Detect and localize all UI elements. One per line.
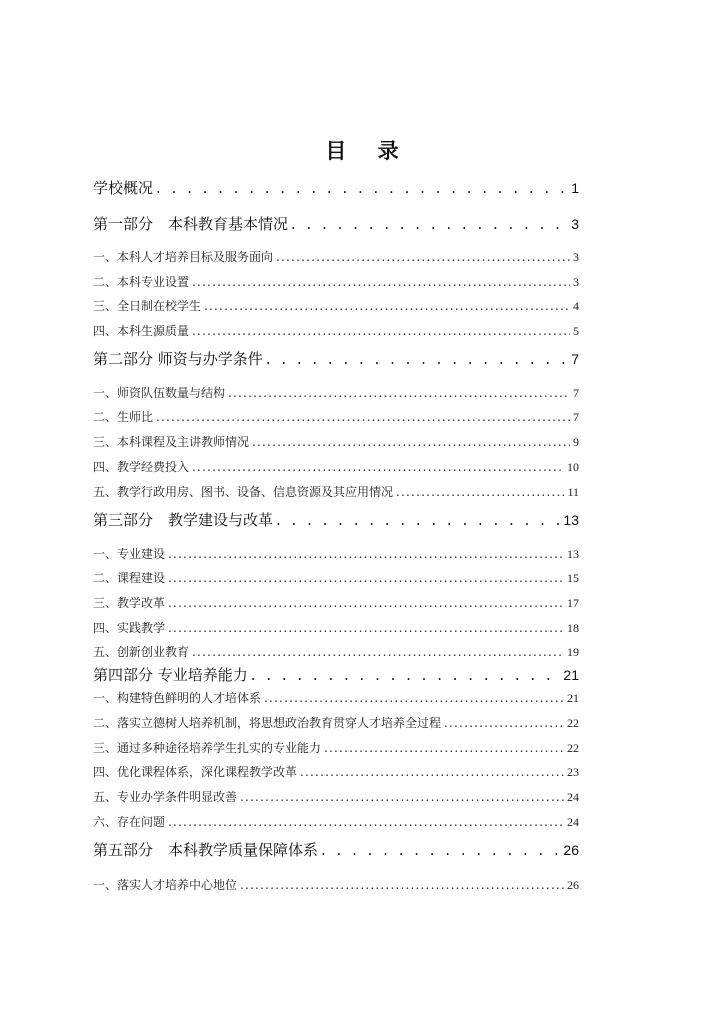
toc-page-number: 21: [567, 691, 579, 705]
toc-entry-label: 五、创新创业教育: [93, 645, 190, 659]
toc-subsection-entry: [93, 619, 579, 637]
toc-page-number: 17: [567, 596, 579, 610]
toc-section-entry: [93, 177, 579, 199]
toc-page-number: 3: [571, 216, 579, 232]
toc-dot-leader: [396, 483, 564, 501]
toc-section-entry: [93, 213, 579, 235]
toc-page-number: 4: [573, 299, 579, 313]
toc-entry-label: 三、本科课程及主讲教师情况: [93, 435, 250, 449]
toc-subsection-entry: [93, 545, 579, 563]
toc-subsection-entry: [93, 788, 579, 806]
toc-entry-label: 二、落实立德树人培养机制，将思想政治教育贯穿人才培养全过程: [93, 716, 442, 730]
toc-page-number: 11: [567, 485, 579, 499]
toc-subsection-entry: [93, 689, 579, 707]
toc-page-number: 21: [563, 667, 579, 683]
toc-subsection-entry: [93, 763, 579, 781]
toc-subsection-entry: [93, 569, 579, 587]
toc-entry-label: 四、本科生源质量: [93, 324, 190, 338]
toc-entry-label: 四、实践教学: [93, 621, 166, 635]
toc-entry-label: 三、教学改革: [93, 596, 166, 610]
toc-entry-label: 六、存在问题: [93, 815, 166, 829]
toc-page-number: 18: [567, 621, 579, 635]
toc-entry-label: 四、教学经费投入: [93, 460, 190, 474]
toc-page-number: 10: [567, 460, 579, 474]
toc-dot-leader: [156, 177, 568, 199]
toc-entry-label: 第二部分 师资与办学条件: [93, 350, 263, 368]
toc-entry-label: 第五部分 本科教学质量保障体系: [93, 841, 319, 859]
toc-page-number: 7: [573, 386, 579, 400]
toc-entry-label: 第三部分 教学建设与改革: [93, 511, 274, 529]
toc-dot-leader: [240, 788, 564, 806]
toc-dot-leader: [321, 839, 560, 861]
toc-dot-leader: [251, 664, 561, 686]
toc-dot-leader: [192, 458, 564, 476]
toc-entry-label: 第一部分 本科教育基本情况: [93, 215, 289, 233]
toc-title: 目 录: [325, 139, 411, 163]
toc-subsection-entry: [93, 297, 579, 315]
toc-dot-leader: [276, 248, 570, 266]
toc-dot-leader: [444, 714, 564, 732]
toc-section-entry: [93, 664, 579, 686]
toc-entry-label: 三、全日制在校学生: [93, 299, 202, 313]
toc-entry-label: 一、师资队伍数量与结构: [93, 386, 226, 400]
toc-subsection-entry: [93, 739, 579, 757]
toc-entry-label: 三、通过多种途径培养学生扎实的专业能力: [93, 741, 322, 755]
toc-entry-label: 学校概况: [93, 179, 154, 197]
toc-subsection-entry: [93, 433, 579, 451]
toc-subsection-entry: [93, 408, 579, 426]
toc-dot-leader: [168, 813, 564, 831]
toc-page-number: 22: [567, 716, 579, 730]
toc-subsection-entry: [93, 458, 579, 476]
toc-page-number: 22: [567, 741, 579, 755]
toc-subsection-entry: [93, 643, 579, 661]
toc-entry-label: 一、本科人才培养目标及服务面向: [93, 250, 274, 264]
toc-subsection-entry: [93, 813, 579, 831]
toc-subsection-entry: [93, 876, 579, 894]
toc-dot-leader: [276, 509, 560, 531]
toc-subsection-entry: [93, 248, 579, 266]
toc-page-number: 9: [573, 435, 579, 449]
toc-page-number: 26: [567, 878, 579, 892]
toc-dot-leader: [228, 384, 570, 402]
toc-dot-leader: [300, 763, 564, 781]
toc-dot-leader: [168, 619, 564, 637]
toc-page-number: 3: [573, 275, 579, 289]
toc-entry-label: 二、课程建设: [93, 571, 166, 585]
toc-subsection-entry: [93, 594, 579, 612]
toc-page-number: 26: [563, 842, 579, 858]
toc-entry-label: 四、优化课程体系，深化课程教学改革: [93, 765, 298, 779]
toc-dot-leader: [291, 213, 568, 235]
toc-subsection-entry: [93, 714, 579, 732]
toc-entry-label: 一、专业建设: [93, 547, 166, 561]
toc-page-number: 24: [567, 790, 579, 804]
toc-subsection-entry: [93, 384, 579, 402]
toc-entry-label: 二、生师比: [93, 410, 154, 424]
toc-entry-label: 一、落实人才培养中心地位: [93, 878, 238, 892]
toc-page-number: 19: [567, 645, 579, 659]
toc-dot-leader: [240, 876, 564, 894]
toc-subsection-entry: [93, 273, 579, 291]
toc-entry-label: 五、教学行政用房、图书、设备、信息资源及其应用情况: [93, 485, 394, 499]
toc-dot-leader: [264, 689, 564, 707]
toc-dot-leader: [192, 273, 570, 291]
toc-dot-leader: [168, 594, 564, 612]
toc-subsection-entry: [93, 322, 579, 340]
toc-entry-label: 一、构建特色鲜明的人才培体系: [93, 691, 262, 705]
toc-page-number: 3: [573, 250, 579, 264]
toc-page-number: 5: [573, 324, 579, 338]
toc-page-number: 24: [567, 815, 579, 829]
toc-dot-leader: [252, 433, 570, 451]
toc-page-number: 23: [567, 765, 579, 779]
toc-dot-leader: [168, 545, 564, 563]
toc-entry-label: 五、专业办学条件明显改善: [93, 790, 238, 804]
toc-page-number: 7: [571, 351, 579, 367]
toc-subsection-entry: [93, 483, 579, 501]
toc-page-number: 13: [563, 512, 579, 528]
toc-dot-leader: [192, 322, 570, 340]
toc-dot-leader: [266, 348, 568, 370]
toc-dot-leader: [168, 569, 564, 587]
toc-dot-leader: [156, 408, 570, 426]
toc-dot-leader: [192, 643, 564, 661]
toc-section-entry: [93, 509, 579, 531]
toc-page-number: 1: [571, 180, 579, 196]
toc-page-number: 13: [567, 547, 579, 561]
toc-entry-label: 第四部分 专业培养能力: [93, 666, 248, 684]
toc-section-entry: [93, 839, 579, 861]
toc-page-number: 15: [567, 571, 579, 585]
toc-page-number: 7: [573, 410, 579, 424]
toc-section-entry: [93, 348, 579, 370]
toc-dot-leader: [324, 739, 564, 757]
toc-entry-label: 二、本科专业设置: [93, 275, 190, 289]
toc-dot-leader: [204, 297, 570, 315]
